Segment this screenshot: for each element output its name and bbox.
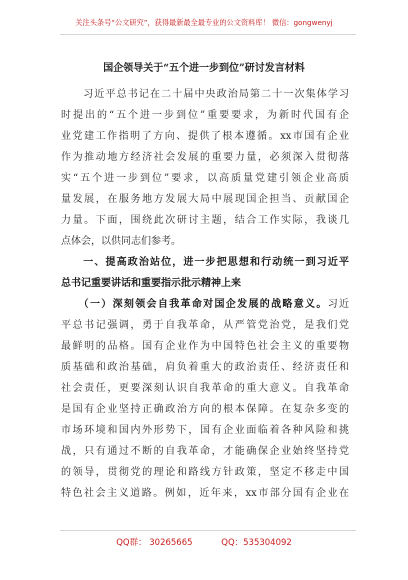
body-line: 时提出的“五个进一步到位”重要要求，为新时代国有企	[61, 110, 349, 121]
footer-qq: QQ：535304092	[221, 538, 292, 548]
body-line: 习近平总书记在二十届中央政治局第二十一次集体学习	[61, 89, 349, 100]
body-line: 总书记重要讲话和重要指示批示精神上来	[61, 278, 241, 289]
body-text: 习近	[327, 299, 349, 310]
footer-qq-group: QQ群： 30265665	[116, 538, 193, 548]
header-banner: 关注头条号“公文研究”，获得最新最全最专业的公文资料库！ 微信：gongwenyj	[75, 18, 333, 27]
body-line: 是国有企业坚持正确政治方向的根本保障。在复杂多变的	[61, 404, 349, 415]
footer-contact	[0, 536, 408, 548]
body-line: 战，只有通过不断的自我革命，才能确保企业始终坚持党	[61, 446, 349, 457]
body-line: 的领导，贯彻党的理论和路线方针政策，坚定不移走中国	[61, 467, 349, 478]
footer-divider	[60, 530, 356, 531]
body-line: 作为推动地方经济社会发展的重要力量，必须深入贯彻落	[61, 152, 349, 163]
body-line: 业党建工作指明了方向、提供了根本遵循。xx市国有企业	[61, 131, 349, 142]
body-line: 一、提高政治站位，进一步把思想和行动统一到习近平	[61, 257, 349, 268]
body-line: 量发展，在服务地方发展大局中展现国企担当、贡献国企	[61, 194, 349, 205]
document-body	[61, 84, 349, 504]
body-line: 社会责任，更要深刻认识自我革命的重大意义。自我革命	[61, 383, 349, 394]
body-line: 平总书记强调，勇于自我革命，从严管党治党，是我们党	[61, 320, 349, 331]
document-title: 国企领导关于“五个进一步到位”研讨发言材料	[103, 63, 305, 74]
body-line: 力量。下面，围绕此次研讨主题，结合工作实际，我谈几	[61, 215, 349, 226]
body-line: 质基础和政治基础，肩负着重大的政治责任、经济责任和	[61, 362, 349, 373]
body-line: 点体会，以供同志们参考。	[61, 236, 181, 247]
body-line: 市场环境和国内外形势下，国有企业面临着各种风险和挑	[61, 425, 349, 436]
body-line	[61, 294, 349, 315]
body-line: 特色社会主义道路。例如，近年来，xx市部分国有企业在	[61, 488, 349, 499]
header-divider	[60, 34, 356, 35]
subheading-text: （一）深刻领会自我革命对国企发展的战略意义。	[61, 299, 328, 310]
body-line: 实“五个进一步到位”要求，以高质量党建引领企业高质	[61, 173, 349, 184]
body-line: 最鲜明的品格。国有企业作为中国特色社会主义的重要物	[61, 341, 349, 352]
